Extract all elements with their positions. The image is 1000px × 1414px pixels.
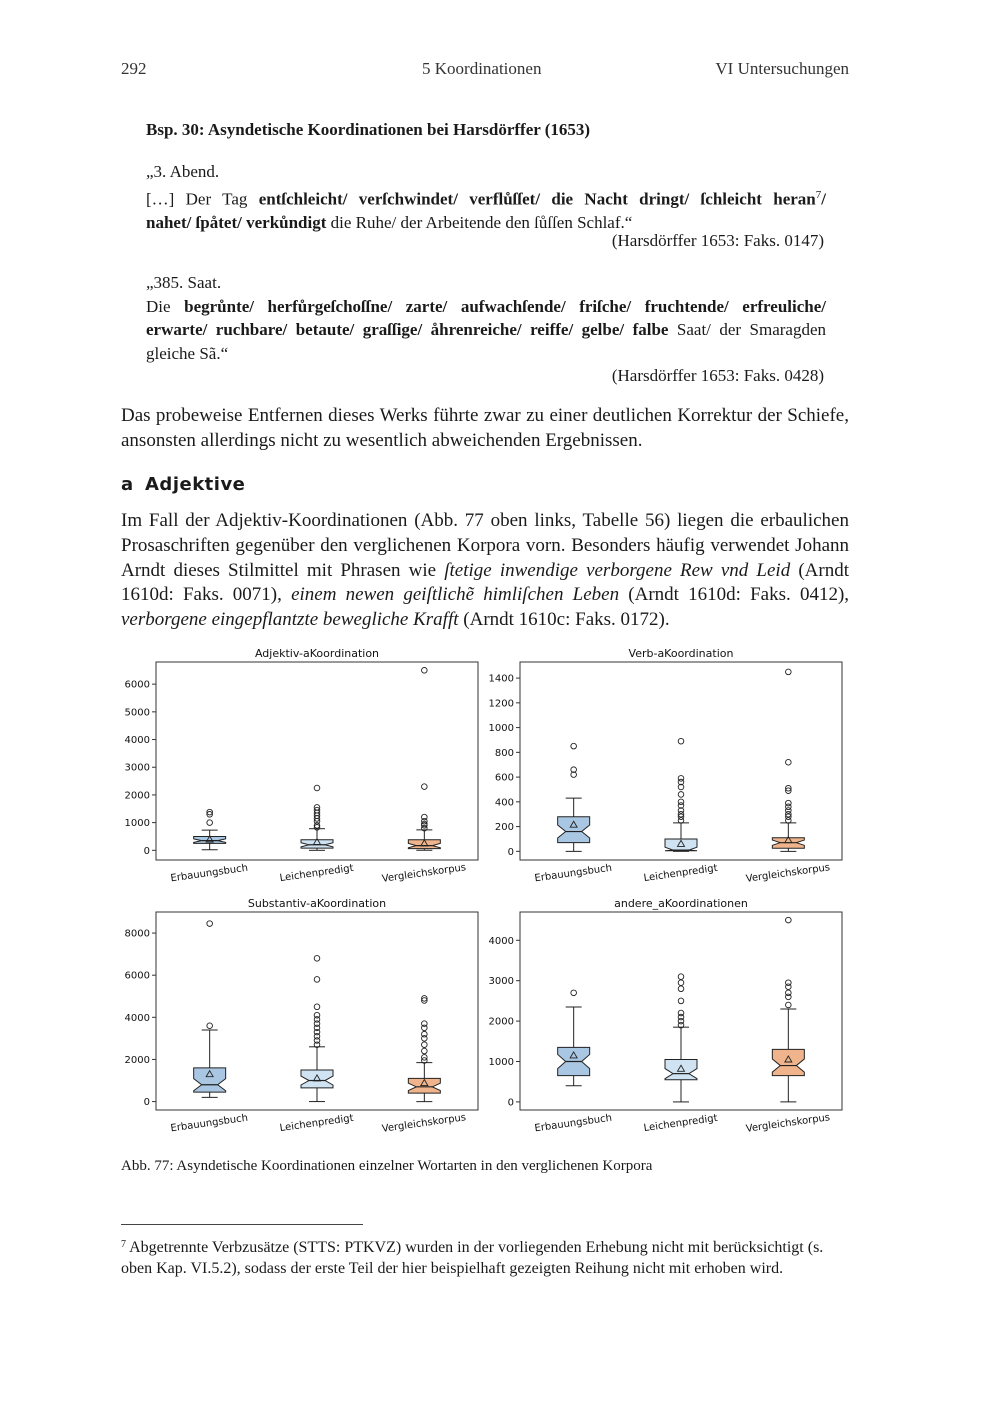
y-tick-label: 1000: [488, 1057, 514, 1069]
outlier-point: [422, 1021, 428, 1027]
outlier-point: [678, 1010, 684, 1016]
chart-panel-1: [489, 647, 842, 885]
x-tick-label: Leichenpredigt: [643, 1112, 719, 1135]
x-tick-label: Vergleichskorpus: [381, 862, 467, 885]
outlier-point: [571, 990, 577, 996]
outlier-point: [422, 668, 428, 674]
quote-1-source: (Harsdörffer 1653: Faks. 0147): [611, 231, 824, 250]
footnote-rule: [121, 1224, 363, 1225]
box-vergleichskorpus: [408, 840, 440, 849]
quote-1-bold-2: nahet/ ſpåtet/ verkůndigt: [146, 212, 327, 232]
running-header-part: VI Untersuchungen: [715, 59, 849, 78]
paragraph-2-text-3: (Arndt 1610d: Faks. 0412),: [619, 584, 850, 606]
quote-2-text-2: Saat/ der Smaragden gleiche Sã.“: [146, 320, 826, 363]
paragraph-2-italic-3: verborgene eingepflantzte bewegliche Krafft: [121, 609, 459, 631]
x-tick-label: Erbauungsbuch: [533, 1112, 613, 1135]
y-tick-label: 0: [507, 846, 514, 858]
figure-caption: Abb. 77: Asyndetische Koordinationen einzelner Wortarten in den verglichenen Korpora: [121, 1158, 653, 1174]
outlier-point: [422, 1031, 428, 1037]
x-tick-label: Vergleichskorpus: [745, 862, 831, 885]
box-leichenpredigt: [665, 1059, 697, 1079]
y-tick-label: 4000: [124, 1012, 150, 1024]
y-tick-label: 4000: [124, 735, 150, 747]
y-tick-label: 0: [507, 1097, 514, 1109]
outlier-point: [786, 800, 792, 806]
y-tick-label: 1000: [488, 723, 514, 735]
outlier-point: [207, 1023, 213, 1029]
y-tick-label: 2000: [488, 1016, 514, 1028]
quote-2-text: Die: [146, 296, 185, 316]
section-title: Adjektive: [145, 474, 246, 495]
x-tick-label: Vergleichskorpus: [381, 1112, 467, 1135]
paragraph-2-text-4: (Arndt 1610c: Faks. 0172).: [458, 609, 670, 631]
y-tick-label: 400: [494, 797, 514, 809]
outlier-point: [314, 1012, 320, 1018]
outlier-point: [678, 738, 684, 744]
y-tick-label: 0: [143, 1097, 150, 1109]
chart-title: Adjektiv-aKoordination: [254, 647, 380, 660]
outlier-point: [422, 1048, 428, 1054]
quote-2-heading: „385. Saat.: [146, 273, 222, 292]
outlier-point: [422, 814, 428, 820]
page-number: 292: [121, 59, 147, 78]
x-tick-label: Leichenpredigt: [279, 862, 355, 885]
outlier-point: [786, 980, 792, 986]
outlier-point: [314, 977, 320, 983]
running-header-chapter: 5 Koordinationen: [422, 59, 542, 78]
outlier-point: [678, 799, 684, 805]
chart-panel-2: [125, 897, 478, 1135]
paragraph-2-italic-2: einem newen geiſtlichẽ himliſchen Leben: [291, 584, 620, 606]
paragraph-2-text-2: (Arndt 1610d: Faks. 0071),: [121, 559, 849, 606]
outlier-point: [678, 776, 684, 782]
quote-2-source: (Harsdörffer 1653: Faks. 0428): [611, 366, 824, 385]
box-leichenpredigt: [301, 1070, 333, 1088]
outlier-point: [786, 990, 792, 996]
y-tick-label: 1200: [488, 698, 514, 710]
quote-1-text: […] Der Tag: [146, 189, 259, 209]
quote-1-bold-slash: /: [821, 189, 826, 209]
outlier-point: [678, 998, 684, 1004]
x-tick-label: Erbauungsbuch: [533, 862, 613, 885]
y-tick-label: 0: [143, 845, 150, 857]
outlier-point: [678, 986, 684, 992]
outlier-point: [422, 784, 428, 790]
y-tick-label: 6000: [124, 970, 150, 982]
outlier-point: [422, 1042, 428, 1048]
y-tick-label: 2000: [124, 790, 150, 802]
outlier-point: [678, 974, 684, 980]
y-tick-label: 4000: [488, 935, 514, 947]
outlier-point: [571, 743, 577, 749]
quote-1-heading: „3. Abend.: [146, 162, 220, 181]
y-tick-label: 3000: [488, 976, 514, 988]
paragraph-1: Das probeweise Entfernen dieses Werks führte zwar zu einer deutlichen Korrektur der Schiefe, ansonsten allerdings nicht zu wesentlich abweichenden Ergebnissen.: [121, 405, 849, 451]
example-title: Bsp. 30: Asyndetische Koordinationen bei Harsdörffer (1653): [146, 120, 591, 139]
y-tick-label: 5000: [124, 707, 150, 719]
outlier-point: [786, 669, 792, 675]
y-tick-label: 1000: [124, 818, 150, 830]
x-tick-label: Erbauungsbuch: [169, 862, 249, 885]
chart-title: andere_aKoordinationen: [614, 897, 748, 910]
box-leichenpredigt: [301, 840, 333, 848]
outlier-point: [786, 1002, 792, 1008]
x-tick-label: Leichenpredigt: [643, 862, 719, 885]
outlier-point: [678, 792, 684, 798]
outlier-point: [786, 917, 792, 923]
x-tick-label: Vergleichskorpus: [745, 1112, 831, 1135]
quote-1-text-2: die Ruhe/ der Arbeitende den ſůſſen Schlaf.“: [326, 212, 633, 232]
y-tick-label: 8000: [124, 928, 150, 940]
y-tick-label: 800: [494, 747, 514, 759]
y-tick-label: 3000: [124, 762, 150, 774]
footnote-text: Abgetrennte Verbzusätze (STTS: PTKVZ) wurden in der vorliegenden Erhebung nicht mit berücksichtigt (s. oben Kap. VI.5.2), sodass der erste Teil der hier beispielhaft gezeigten Reihung nicht mit erhoben wird.: [121, 1239, 824, 1277]
outlier-point: [314, 1004, 320, 1010]
y-tick-label: 600: [494, 772, 514, 784]
outlier-point: [207, 820, 213, 826]
footnote: [121, 1235, 831, 1279]
x-tick-label: Leichenpredigt: [279, 1112, 355, 1135]
outlier-point: [314, 956, 320, 962]
quote-1-bold: entſchleicht/ verſchwindet/ verflůſſet/ die Nacht dringt/ ſchleicht heran: [258, 189, 816, 209]
quote-2-bold: begrůnte/ herfůrgeſchoſſne/ zarte/ aufwachſende/ friſche/ fruchtende/ erfreuliche/ erwarte/ ruchbare/ betaute/ graſſige/ åhrenreiche/ reiffe/ gelbe/ falbe: [146, 296, 827, 339]
box-vergleichskorpus: [772, 1049, 804, 1075]
outlier-point: [786, 759, 792, 765]
y-tick-label: 1400: [488, 673, 514, 685]
section-number: a: [121, 474, 134, 495]
x-tick-label: Erbauungsbuch: [169, 1112, 249, 1135]
chart-panel-0: [125, 647, 478, 885]
y-tick-label: 6000: [124, 679, 150, 691]
outlier-point: [314, 785, 320, 791]
outlier-point: [678, 980, 684, 986]
footnote-ref[interactable]: 7: [815, 188, 822, 201]
footnote-number: 7: [121, 1239, 126, 1250]
chart-title: Verb-aKoordination: [628, 647, 734, 660]
paragraph-2-italic-1: ſtetige inwendige verborgene Rew vnd Leid: [444, 559, 791, 581]
chart-title: Substantiv-aKoordination: [247, 897, 387, 910]
outlier-point: [207, 921, 213, 927]
y-tick-label: 200: [494, 822, 514, 834]
paragraph-2-text: Im Fall der Adjektiv-Koordinationen (Abb. 77 oben links, Tabelle 56) liegen die erbaulichen Prosaschriften gegenüber den verglichenen Korpora vorn. Besonders häufig verwendet Johann Arndt dieses Stilmittel mit Phrasen wie: [121, 510, 849, 581]
y-tick-label: 2000: [124, 1054, 150, 1066]
chart-panel-3: [489, 897, 842, 1135]
